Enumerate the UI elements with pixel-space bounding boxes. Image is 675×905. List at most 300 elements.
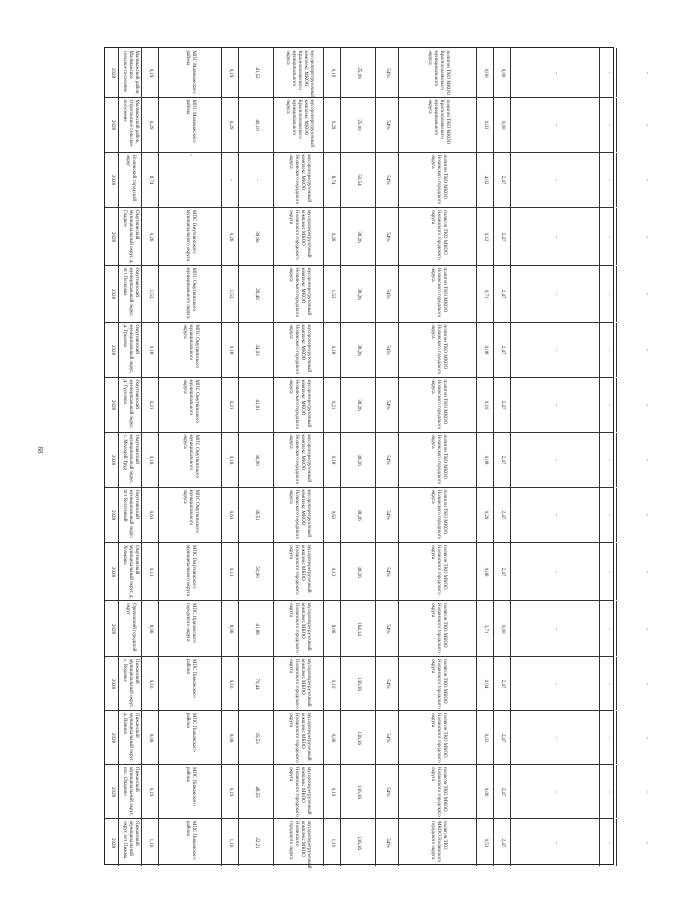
table-row [105,377,649,432]
cell-value_b [340,378,375,432]
cell-text: 2,47 [500,567,505,576]
cell-text: 0,19 [148,68,153,77]
cell-facility [273,657,323,710]
cell-source_a [158,323,221,377]
cell-share_a [141,208,158,265]
cell-text: 0,06 [483,567,488,576]
cell-text: 54% [385,231,390,242]
cell-text: - [254,179,259,181]
cell-value_b [340,208,375,265]
cell-text: - [606,841,611,844]
cell-m2 [493,266,510,322]
cell-m1 [476,819,493,866]
cell-text: 8,74 [330,175,335,185]
cell-year [105,657,118,710]
cell-text: 0,10 [148,679,153,688]
cell-text: 38,26 [356,565,361,578]
cell-note [510,323,599,377]
cell-value_a [238,208,273,265]
cell-value_b [340,765,375,818]
cell-text: мусороперегрузочный комплекс МКОО Нолинского городского округа [287,489,311,540]
cell-route [398,657,476,710]
cell-text: Омутнинский муниципальный округ, пгт Песковка [122,267,139,317]
cell-m2 [493,711,510,764]
cell-text: 2028 [109,732,115,743]
table-row [105,48,649,98]
cell-value_b [340,657,375,710]
cell-share_a [141,48,158,97]
cell-territory [118,48,141,97]
cell-share_c [323,765,340,818]
cell-text: полигон ТКО МКОО Краснополянского муниципального округа [426,99,450,145]
cell-text: 2028 [109,345,115,355]
cell-share_c [323,657,340,710]
cell-text: МПС Пижанского района [185,658,196,698]
cell-text: 26,46 [254,288,259,300]
cell-share_c [323,819,340,866]
cell-route [398,819,476,866]
cell-year [105,266,118,322]
cell-m1 [476,48,493,97]
cell-value_a [238,711,273,764]
cell-route [398,153,476,207]
cell-text: 38,26 [356,399,361,411]
cell-note [510,819,599,866]
cell-text: 54% [385,786,390,797]
cell-value_a [238,543,273,600]
cell-territory [118,488,141,542]
cell-value_b [340,711,375,764]
cell-text: 2028 [109,786,115,797]
cell-text: Омутнинский муниципальный округ, д. Гладкое [122,209,139,264]
cell-text: 0,10 [228,679,233,688]
cell-text: 0,00 [500,68,505,77]
cell-m2 [493,543,510,600]
cell-m2 [493,378,510,432]
cell-text: МПС Омутнинского муниципального округа [185,544,196,596]
cell-m1 [476,711,493,764]
cell-facility [273,153,323,207]
cell-note [510,711,599,764]
cell-text: 136,36 [356,730,361,745]
cell-route [398,266,476,322]
cell-share_b [221,657,238,710]
cell-m1 [476,378,493,432]
cell-text: полигон ТКО МКОО Нолинского городского округа [429,434,447,485]
cell-text: 36,90 [254,454,259,466]
cell-text: - [644,682,649,685]
cell-pct [375,208,398,265]
cell-value_a [238,433,273,487]
cell-text: - [553,841,558,844]
cell-note [510,266,599,322]
cell-text: 54% [385,289,390,299]
cell-year [105,323,118,377]
cell-territory [118,208,141,265]
cell-share_a [141,266,158,322]
cell-share_a [141,323,158,377]
cell-note [510,433,599,487]
cell-facility [273,601,323,656]
cell-text: - [553,570,558,573]
cell-value_a [238,657,273,710]
cell-m1 [476,208,493,265]
cell-text: 39,9н [254,230,259,243]
cell-text: - [606,71,611,74]
cell-m2 [493,208,510,265]
cell-share_a [141,819,158,866]
cell-share_c [323,48,340,97]
cell-text: 38,26 [356,344,361,356]
cell-value_a [238,819,273,866]
cell-text: - [644,736,649,739]
cell-text: - [644,841,649,844]
cell-text: 2028 [109,67,115,78]
cell-z2 [616,711,675,764]
cell-text: полигон ТКО МКОО Нолинского городского округа [429,602,447,653]
cell-z1 [599,711,616,764]
cell-z1 [599,819,616,866]
cell-text: 54% [385,837,390,848]
cell-text: 0,00 [500,624,505,633]
cell-pct [375,153,398,207]
cell-z2 [616,601,675,656]
cell-text: 25,00 [356,119,361,131]
cell-text: - [606,293,611,295]
cell-note [510,488,599,542]
cell-z1 [599,433,616,487]
cell-text: - [553,514,558,516]
cell-source_a [158,488,221,542]
cell-share_c [323,153,340,207]
cell-text: - [644,514,649,516]
cell-m2 [493,153,510,207]
table-row [105,710,649,764]
cell-text: полигон ТКО МКОО Нолинского городского округа [429,544,447,595]
cell-share_a [141,378,158,432]
cell-text: 2,47 [500,400,505,410]
cell-text: 0,26 [330,232,335,241]
cell-value_b [340,48,375,97]
cell-share_b [221,378,238,432]
cell-source_a [158,819,221,866]
cell-z1 [599,488,616,542]
cell-text: 2,47 [500,838,505,847]
cell-pct [375,98,398,152]
cell-text: - [606,124,611,126]
cell-text: 0,18 [330,455,335,465]
cell-route [398,488,476,542]
cell-m1 [476,153,493,207]
cell-text: мусороперегрузочный комплекс МКОО Нолинского городского округа [287,544,311,595]
cell-source_a [158,266,221,322]
cell-text: мусороперегрузочный комплекс МКОО Нолинского городского округа [287,658,311,709]
cell-pct [375,323,398,377]
cell-note [510,48,599,97]
table-row [105,818,649,869]
cell-territory [118,601,141,656]
cell-value_a [238,323,273,377]
cell-text: - [644,71,649,74]
cell-z2 [616,208,675,265]
cell-text: 2028 [109,566,115,577]
cell-text: мусороперегрузочный комплекс МКОО Краснополянского муниципального округа [284,50,314,98]
data-table [104,47,649,869]
cell-value_b [340,98,375,152]
cell-route [398,48,476,97]
cell-text: 2028 [109,837,115,848]
cell-pct [375,378,398,432]
cell-text: Омутнинский муниципальный округ, д. Холманы [122,544,139,599]
cell-share_a [141,153,158,207]
cell-text: 3,71 [483,624,488,633]
cell-year [105,433,118,487]
cell-text: МПС Омутнинского муниципального округа [182,379,199,423]
table-row [105,97,649,152]
cell-text: - [606,514,611,516]
cell-source_a [158,153,221,207]
page-number: 88 [36,446,44,454]
cell-text: 35,53 [254,731,259,744]
cell-year [105,819,118,866]
cell-text: МПС Малмыжского района [185,99,196,143]
cell-facility [273,488,323,542]
cell-text: 0,21 [330,400,335,410]
cell-text: - [553,235,558,238]
cell-text: 2028 [109,175,115,185]
cell-text: - [606,570,611,573]
cell-route [398,765,476,818]
cell-text: Пижанский муниципальный округ, пгт Пижма [122,820,139,858]
cell-year [105,378,118,432]
cell-text: 0,26 [228,232,233,241]
cell-text: 54% [385,345,390,355]
cell-pct [375,266,398,322]
cell-text: 0,13 [148,567,153,576]
cell-text: 48,55 [254,785,259,798]
cell-text: 164,14 [356,621,361,636]
cell-share_a [141,657,158,710]
cell-facility [273,819,323,869]
cell-text: 0,63 [148,510,153,520]
cell-text: МПС Пижанского района [185,766,196,806]
cell-text: 2,47 [500,232,505,241]
cell-text: МПС Омутнинского муниципального округа [182,324,199,368]
cell-text: 36,51 [254,509,259,521]
cell-share_b [221,711,238,764]
cell-route [398,433,476,487]
cell-text: 50,90 [254,565,259,578]
cell-text: 0,19 [330,68,335,77]
cell-share_a [141,433,158,487]
cell-m1 [476,323,493,377]
cell-text: 38,26 [356,230,361,243]
cell-z1 [599,657,616,710]
cell-text: Малмыжский район, Отрогинское сельское поселение [122,99,139,147]
cell-route [398,208,476,265]
cell-share_b [221,266,238,322]
cell-text: Омутнинский муниципальный округ, д. Гуселово [122,379,139,429]
cell-z1 [599,378,616,432]
cell-text: Пижанский муниципальный округ, с. Воронье [122,658,139,708]
cell-text: 1,10 [148,838,153,847]
cell-text: 22,21 [254,836,259,849]
cell-route [398,601,476,656]
cell-text: 2028 [109,120,115,130]
cell-share_b [221,153,238,207]
cell-z2 [616,488,675,542]
cell-text: - [606,682,611,685]
cell-text: - [606,736,611,739]
cell-value_a [238,153,273,207]
cell-m1 [476,433,493,487]
cell-share_b [221,323,238,377]
cell-note [510,657,599,710]
cell-text: 0,10 [330,679,335,688]
cell-source_a [158,98,221,152]
cell-text: 1,10 [330,838,335,847]
cell-text: Омутнинский муниципальный округ, д. Грызово [122,324,139,374]
cell-text: 2,47 [500,787,505,796]
cell-text: - [553,124,558,126]
cell-text: 0,10 [483,400,488,410]
cell-z2 [616,765,675,818]
cell-z1 [599,98,616,152]
cell-territory [118,765,141,818]
cell-m1 [476,266,493,322]
cell-z1 [599,765,616,818]
cell-text: - [644,404,649,406]
table-row [105,600,649,656]
cell-text: 8,74 [148,175,153,185]
cell-facility [273,323,323,377]
cell-year [105,488,118,542]
cell-text: - [644,459,649,461]
cell-share_a [141,765,158,818]
cell-text: 41,91 [254,399,259,411]
cell-z2 [616,543,675,600]
cell-text: 54% [385,400,390,410]
cell-source_a [158,601,221,656]
cell-text: 0,18 [228,455,233,465]
cell-text: 2,47 [500,345,505,355]
cell-territory [118,543,141,600]
cell-text: Омутнинский муниципальный округ, пгт Восточный [122,489,139,539]
cell-m2 [493,819,510,866]
cell-text: 0,19 [228,787,233,796]
cell-share_a [141,601,158,656]
cell-text: Нолинский городской округ [125,154,136,202]
cell-text: 0,00 [500,120,505,130]
cell-text: - [644,349,649,351]
cell-year [105,98,118,152]
cell-text: 1,53 [330,289,335,299]
cell-z2 [616,266,675,322]
cell-text: МПС Омутнинского муниципального округа [185,209,196,261]
cell-text: МПС Оричевского городского округа [185,602,196,643]
cell-text: - [606,179,611,181]
cell-text: полигон ТКО МКОО Нолинского городского округа [429,820,447,862]
cell-text: 54% [385,67,390,78]
cell-route [398,378,476,432]
cell-z2 [616,378,675,432]
cell-text: 54% [385,566,390,577]
cell-share_c [323,601,340,656]
cell-text: 0,29 [483,510,488,520]
cell-pct [375,543,398,600]
cell-text: 0,03 [483,733,488,742]
cell-value_a [238,266,273,322]
cell-source_a [158,433,221,487]
cell-text: 41,52 [254,66,259,79]
cell-pct [375,819,398,866]
cell-text: 0,09 [483,787,488,796]
cell-territory [118,323,141,377]
cell-text: - [606,627,611,630]
cell-value_b [340,433,375,487]
cell-text: 0,04 [483,679,488,688]
cell-share_c [323,433,340,487]
cell-text: - [644,293,649,295]
cell-z2 [616,153,675,207]
cell-share_c [323,208,340,265]
cell-year [105,765,118,818]
cell-text: 0,12 [483,232,488,241]
cell-source_a [158,711,221,764]
cell-text: мусороперегрузочный комплекс МКОО Нолинского городского округа [287,209,311,260]
cell-z2 [616,657,675,710]
cell-text: 0,29 [330,120,335,130]
cell-text: 136,36 [356,835,361,850]
cell-text: 0,18 [330,345,335,355]
cell-share_c [323,266,340,322]
cell-year [105,601,118,656]
cell-territory [118,98,141,152]
cell-text: Омутнинский муниципальный округ, с. Молодой Труд [122,434,139,484]
cell-m2 [493,488,510,542]
cell-text: 2028 [109,455,115,465]
cell-text: - [553,790,558,793]
cell-note [510,98,599,152]
cell-facility [273,208,323,265]
cell-text: 0,13 [228,567,233,576]
cell-text: Малмыжский район, Малмыжское сельское поселение [122,50,139,95]
cell-text: мусороперегрузочный комплекс МКОО Нолинского городского округа [287,379,311,430]
cell-text: МПС Омутнинского муниципального округа [182,434,199,478]
cell-text: - [644,570,649,573]
cell-text: - [644,179,649,181]
cell-territory [118,657,141,710]
cell-text: 38,26 [356,509,361,521]
cell-pct [375,48,398,97]
cell-text: 2,47 [500,455,505,465]
cell-text: 2,47 [500,733,505,742]
cell-year [105,153,118,207]
cell-text: 2028 [109,510,115,520]
cell-note [510,208,599,265]
cell-share_c [323,378,340,432]
cell-text: Оричевский городской округ [125,602,136,651]
cell-text: 0,18 [228,345,233,355]
cell-text: 1,53 [228,289,233,299]
cell-text: 2028 [109,400,115,410]
cell-text: 2,47 [500,289,505,299]
cell-source_a [158,765,221,818]
cell-text: 54% [385,623,390,634]
cell-share_b [221,433,238,487]
cell-text: МПС Пижанского района [185,712,196,752]
cell-text: - [553,459,558,461]
